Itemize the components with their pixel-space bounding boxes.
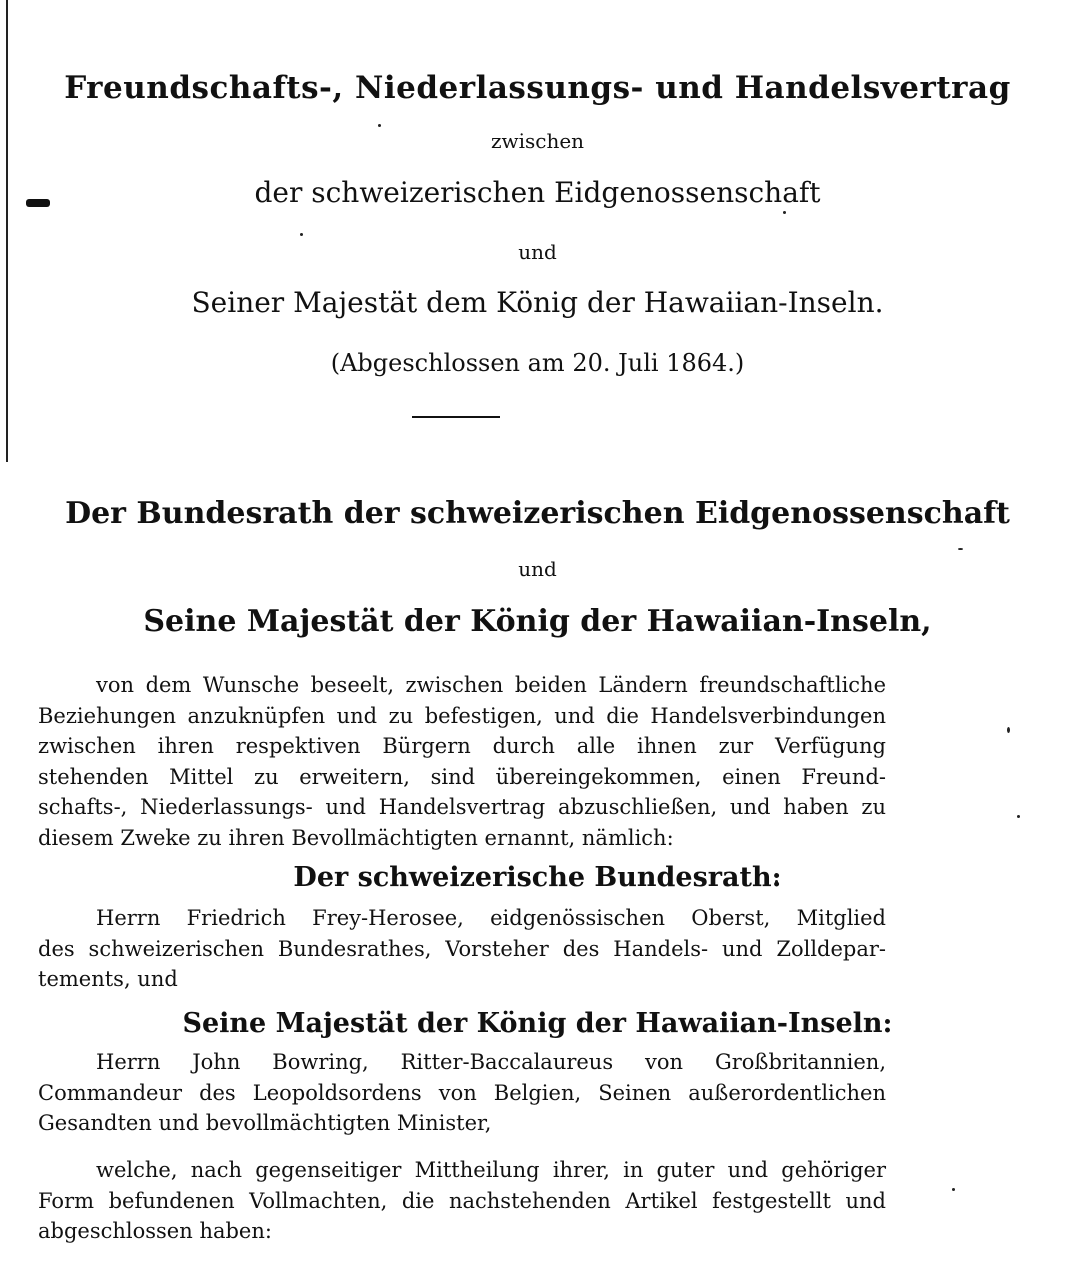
concluded-date: (Abgeschlossen am 20. Juli 1864.) xyxy=(330,349,745,377)
paragraph-line: zwischen ihren respektiven Bürgern durch alle ihnen zur Verfügung xyxy=(38,734,886,758)
and-label: und xyxy=(518,240,557,264)
party-one: der schweizerischen Eidgenossenschaft xyxy=(254,176,821,209)
plenipotentiary-one-text xyxy=(38,903,886,995)
paragraph-line: welche, nach gegenseitiger Mittheilung ihrer, in guter und gehöriger xyxy=(96,1158,886,1182)
ink-speck xyxy=(783,211,786,214)
paragraph-line: Herrn John Bowring, Ritter-Baccalaureus von Großbritannien, xyxy=(96,1050,886,1074)
paragraph-line: des schweizerischen Bundesrathes, Vorsteher des Handels- und Zolldepar- xyxy=(38,936,886,961)
paragraph-line: stehenden Mittel zu erweitern, sind übereingekommen, einen Freund- xyxy=(38,764,886,789)
ink-speck xyxy=(378,124,381,127)
paragraph-line: tements, und xyxy=(38,967,178,991)
paragraph-line: Beziehungen anzuknüpfen und zu befestigen, und die Handelsverbindungen xyxy=(38,703,886,728)
paragraph-line: diesem Zweke zu ihren Bevollmächtigten ernannt, nämlich: xyxy=(38,825,674,850)
ink-speck xyxy=(1017,815,1020,818)
paragraph-line: Gesandten und bevollmächtigten Minister, xyxy=(38,1111,492,1135)
paragraph-line: schafts-, Niederlassungs- und Handelsvertrag abzuschließen, und haben zu xyxy=(38,795,886,819)
plenipotentiary-two-heading: Seine Majestät der König der Hawaiian-Inseln: xyxy=(182,1008,893,1039)
plenipotentiary-two-text xyxy=(38,1047,886,1139)
preamble-heading-one: Der Bundesrath der schweizerischen Eidgenossenschaft xyxy=(65,496,1010,531)
ink-speck xyxy=(1007,727,1010,733)
treaty-title: Freundschafts-, Niederlassungs- und Handelsvertrag xyxy=(64,70,1011,106)
ink-speck xyxy=(300,233,303,236)
paragraph-line: Form befundenen Vollmachten, die nachstehenden Artikel festgestellt und xyxy=(38,1188,886,1213)
plenipotentiary-one-heading: Der schweizerische Bundesrath: xyxy=(293,862,782,893)
ink-speck xyxy=(952,1188,955,1191)
preamble-paragraph xyxy=(38,670,886,853)
ink-speck xyxy=(958,548,963,550)
party-two: Seiner Majestät dem König der Hawaiian-Inseln. xyxy=(191,286,884,319)
divider-rule xyxy=(412,416,500,418)
preamble-and-label: und xyxy=(518,557,557,581)
closing-paragraph xyxy=(38,1155,886,1247)
paragraph-line: Commandeur des Leopoldsordens von Belgien, Seinen außerordentlichen xyxy=(38,1080,886,1105)
between-label: zwischen xyxy=(490,129,585,153)
paragraph-line: Herrn Friedrich Frey-Herosee, eidgenössischen Oberst, Mitglied xyxy=(96,906,886,930)
paragraph-line: abgeschlossen haben: xyxy=(38,1219,272,1243)
preamble-heading-two: Seine Majestät der König der Hawaiian-Inseln, xyxy=(143,604,932,639)
paragraph-line: von dem Wunsche beseelt, zwischen beiden Ländern freundschaftliche xyxy=(96,673,886,697)
